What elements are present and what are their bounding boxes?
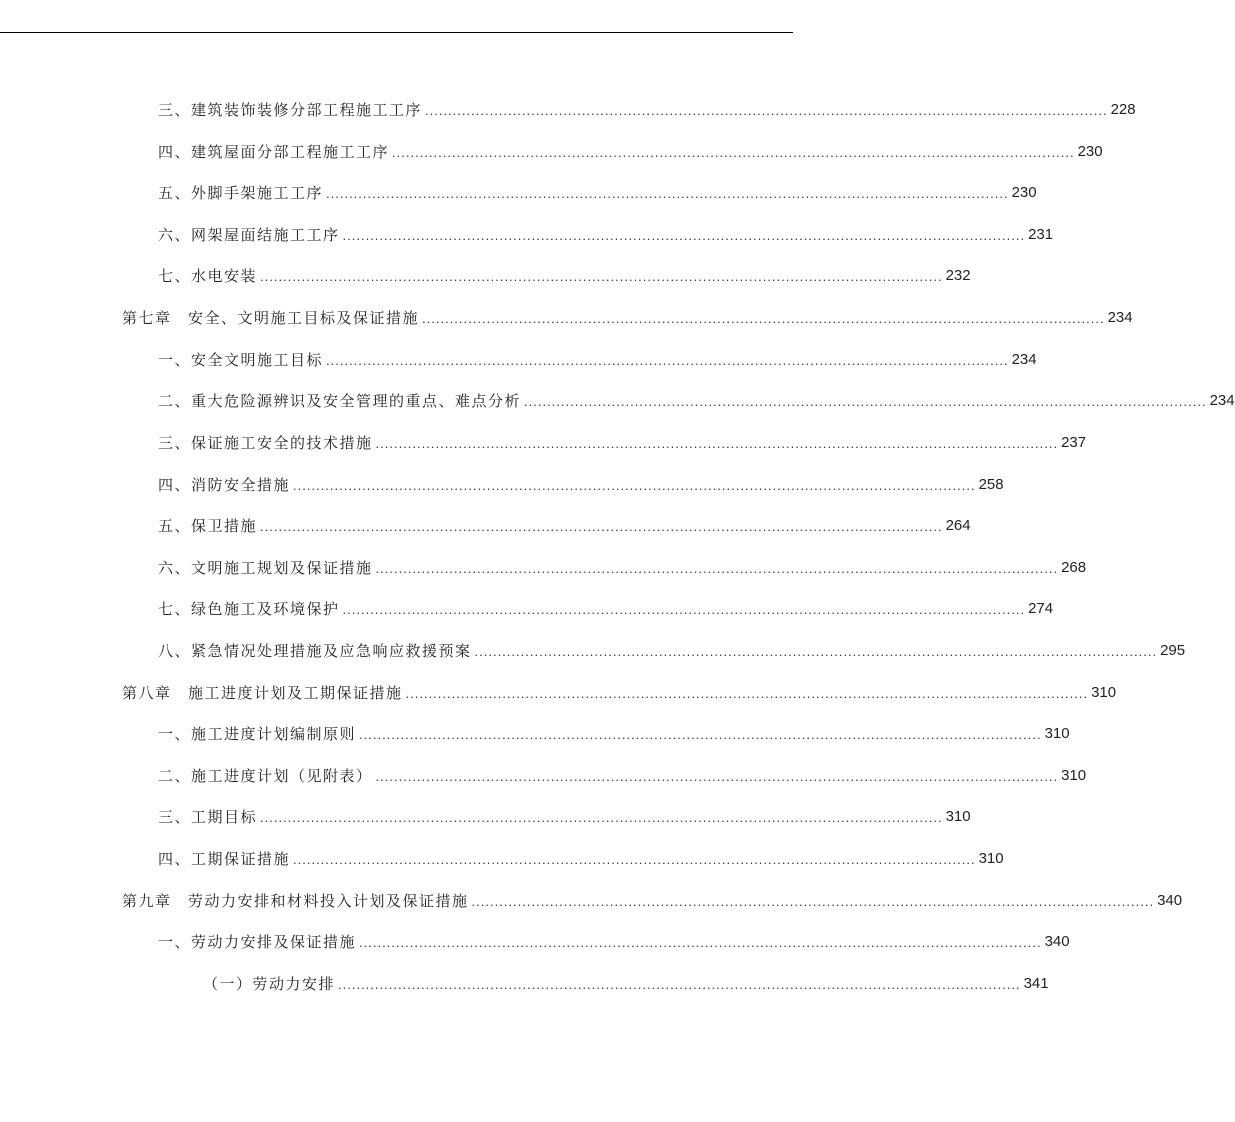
toc-entry-page: 234 — [1209, 392, 1235, 409]
toc-entry-page: 268 — [1061, 559, 1087, 576]
toc-entry[interactable] — [158, 512, 971, 536]
toc-leader-dots: .................................................................................................................................................... — [359, 935, 1042, 950]
toc-entry-title: （一）劳动力安排 — [203, 975, 336, 993]
toc-entry-page: 274 — [1028, 600, 1054, 617]
toc-entry[interactable] — [158, 595, 1054, 619]
toc-entry-title: 一、劳动力安排及保证措施 — [158, 933, 357, 951]
toc-entry-page: 340 — [1044, 933, 1070, 950]
toc-entry-title: 五、外脚手架施工工序 — [158, 184, 324, 202]
toc-entry-page: 310 — [1044, 725, 1070, 742]
toc-entry-page: 310 — [1091, 684, 1117, 701]
toc-entry[interactable] — [158, 179, 1037, 203]
toc-entry-title: 三、工期目标 — [158, 808, 258, 826]
toc-entry-title: 第八章 施工进度计划及工期保证措施 — [122, 684, 403, 702]
header-rule — [0, 32, 793, 33]
toc-entry-page: 234 — [1011, 351, 1037, 368]
toc-entry-title: 七、水电安装 — [158, 267, 258, 285]
toc-leader-dots: .................................................................................................................................................... — [293, 478, 976, 493]
toc-entry-title: 四、工期保证措施 — [158, 850, 291, 868]
toc-entry-page: 232 — [945, 267, 971, 284]
toc-leader-dots: .................................................................................................................................................... — [471, 894, 1155, 909]
toc-entry[interactable] — [158, 221, 1054, 245]
toc-entry-title: 六、文明施工规划及保证措施 — [158, 559, 373, 577]
toc-entry-page: 228 — [1110, 101, 1136, 118]
toc-entry-title: 五、保卫措施 — [158, 517, 258, 535]
toc-entry-title: 四、建筑屋面分部工程施工工序 — [158, 143, 390, 161]
toc-entry[interactable] — [158, 138, 1103, 162]
toc-entry-title: 一、安全文明施工目标 — [158, 351, 324, 369]
toc-entry-page: 310 — [945, 808, 971, 825]
toc-entry[interactable] — [158, 720, 1070, 744]
toc-entry-page: 310 — [978, 850, 1004, 867]
toc-entry[interactable] — [158, 429, 1087, 453]
toc-entry-page: 295 — [1160, 642, 1186, 659]
toc-entry[interactable] — [158, 262, 971, 286]
toc-entry-page: 234 — [1107, 309, 1133, 326]
toc-entry-page: 310 — [1061, 767, 1087, 784]
toc-chapter-entry[interactable] — [122, 679, 1117, 703]
toc-entry[interactable] — [158, 346, 1037, 370]
toc-entry[interactable] — [158, 554, 1087, 578]
toc-entry-page: 230 — [1011, 184, 1037, 201]
toc-entry-title: 三、建筑装饰装修分部工程施工工序 — [158, 101, 423, 119]
toc-leader-dots: .................................................................................................................................................... — [342, 602, 1026, 617]
toc-entry[interactable] — [158, 96, 1136, 120]
toc-chapter-entry[interactable] — [122, 304, 1133, 328]
toc-entry-title: 六、网架屋面结施工工序 — [158, 226, 340, 244]
toc-entry-page: 341 — [1023, 975, 1049, 992]
toc-entry-title: 八、紧急情况处理措施及应急响应救援预案 — [158, 642, 472, 660]
toc-leader-dots: .................................................................................................................................................... — [422, 311, 1105, 326]
toc-entry[interactable] — [203, 970, 1049, 994]
toc-entry-title: 第七章 安全、文明施工目标及保证措施 — [122, 309, 420, 327]
toc-entry[interactable] — [158, 387, 1235, 411]
toc-leader-dots: .................................................................................................................................................... — [524, 394, 1207, 409]
toc-entry[interactable] — [158, 762, 1087, 786]
toc-entry-title: 四、消防安全措施 — [158, 476, 291, 494]
toc-leader-dots: .................................................................................................................................................... — [375, 436, 1059, 451]
toc-entry-page: 264 — [945, 517, 971, 534]
toc-leader-dots: .................................................................................................................................................... — [293, 852, 976, 867]
toc-leader-dots: .................................................................................................................................................... — [425, 103, 1108, 118]
toc-entry-page: 230 — [1077, 143, 1103, 160]
toc-leader-dots: .................................................................................................................................................... — [260, 519, 943, 534]
toc-entry-page: 258 — [978, 476, 1004, 493]
toc-chapter-entry[interactable] — [122, 887, 1183, 911]
toc-leader-dots: .................................................................................................................................................... — [405, 686, 1089, 701]
toc-entry-title: 七、绿色施工及环境保护 — [158, 600, 340, 618]
toc-entry-title: 二、施工进度计划（见附表） — [158, 767, 373, 785]
toc-leader-dots: .................................................................................................................................................... — [375, 769, 1059, 784]
toc-leader-dots: .................................................................................................................................................... — [359, 727, 1042, 742]
toc-entry[interactable] — [158, 803, 971, 827]
toc-entry-title: 二、重大危险源辨识及安全管理的重点、难点分析 — [158, 392, 522, 410]
toc-entry-page: 231 — [1028, 226, 1054, 243]
toc-leader-dots: .................................................................................................................................................... — [338, 977, 1021, 992]
toc-entry-page: 340 — [1157, 892, 1183, 909]
toc-leader-dots: .................................................................................................................................................... — [474, 644, 1158, 659]
toc-entry-page: 237 — [1061, 434, 1087, 451]
toc-leader-dots: .................................................................................................................................................... — [392, 145, 1075, 160]
toc-entry-title: 三、保证施工安全的技术措施 — [158, 434, 373, 452]
toc-leader-dots: .................................................................................................................................................... — [260, 269, 943, 284]
toc-leader-dots: .................................................................................................................................................... — [375, 561, 1059, 576]
toc-leader-dots: .................................................................................................................................................... — [260, 810, 943, 825]
toc-entry[interactable] — [158, 471, 1004, 495]
toc-leader-dots: .................................................................................................................................................... — [326, 186, 1009, 201]
toc-leader-dots: .................................................................................................................................................... — [326, 353, 1009, 368]
toc-entry[interactable] — [158, 637, 1186, 661]
toc-entry[interactable] — [158, 928, 1070, 952]
toc-entry[interactable] — [158, 845, 1004, 869]
toc-entry-title: 第九章 劳动力安排和材料投入计划及保证措施 — [122, 892, 469, 910]
toc-entry-title: 一、施工进度计划编制原则 — [158, 725, 357, 743]
toc-leader-dots: .................................................................................................................................................... — [342, 228, 1026, 243]
